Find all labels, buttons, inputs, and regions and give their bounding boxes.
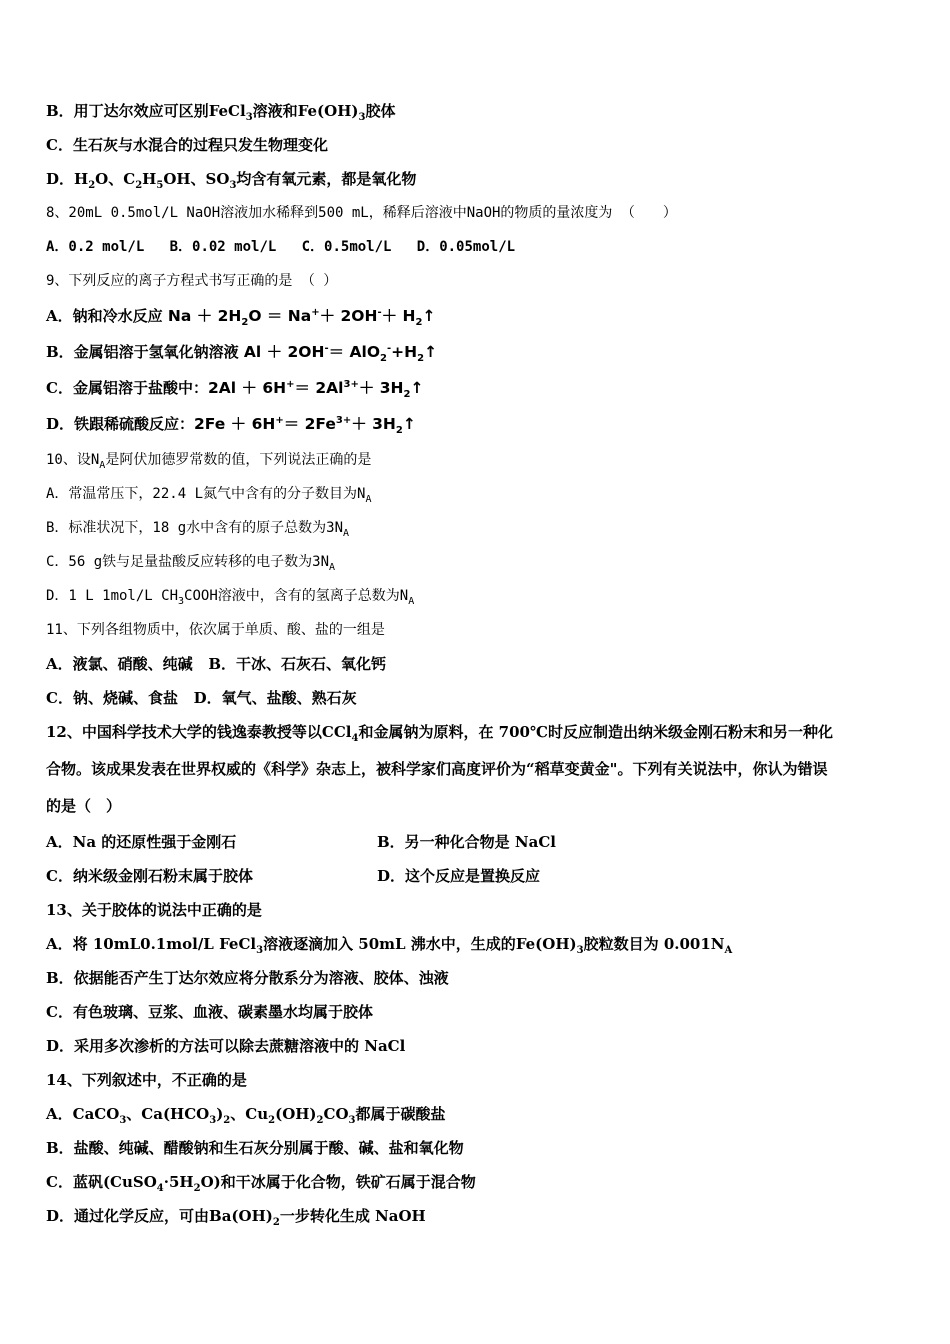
q9-option-b: B．金属铝溶于氢氧化钠溶液 $Al + 2OH^-= AlO_2^-+H_2↑$ [46,342,438,365]
q9-option-d: D．铁跟稀硫酸反应：$2Fe + 6H^+= 2Fe^{3+}+$ $3H_2↑$ [46,414,416,437]
q9-option-a: A．钠和冷水反应 $Na + 2H_2O = Na^++ 2OH^-+$ $H_2↑$ [46,306,436,329]
q13-option-a: A．将 10mL0.1mol/L FeCl$_3$溶液逐滴加入 50mL 沸水中，生成的$Fe(OH)_3$胶粒数目为 $0.001N_A$ [46,935,733,956]
q14-option-d: D．通过化学反应，可由$Ba(OH)_2$一步转化生成 NaOH [46,1207,426,1228]
q10-option-c: C．56 g铁与足量盐酸反应转移的电子数为$3N_A$ [46,554,336,573]
q11-stem: 11、下列各组物质中，依次属于单质、酸、盐的一组是 [46,622,385,638]
q12-stem-line2: 合物。该成果发表在世界权威的《科学》杂志上，被科学家们高度评价为“稻草变黄金"。下列有关说法中，你认为错误 [46,760,828,778]
q10-option-a: A．常温常压下，22.4 L氮气中含有的分子数目为$N_A$ [46,486,372,505]
q8-options: A．0.2 mol/L B．0.02 mol/L C．0.5mol/L D．0.05mol/L [46,239,516,255]
q10-option-d: D．1 L 1mol/L $CH_3COOH$溶液中，含有的氢离子总数为$N_A$ [46,588,415,607]
q13-option-d: D．采用多次渗析的方法可以除去蔗糖溶液中的 NaCl [46,1037,406,1055]
q14-option-b: B．盐酸、纯碱、醋酸钠和生石灰分别属于酸、碱、盐和氧化物 [46,1139,464,1157]
q7-option-c: C．生石灰与水混合的过程只发生物理变化 [46,136,328,154]
q7-option-d: D．$H_2O$、$C_2H_5OH$、$SO_3$均含有氧元素，都是氧化物 [46,170,417,191]
q14-stem: 14、下列叙述中，不正确的是 [46,1071,247,1089]
q9-stem: 9、下列反应的离子方程式书写正确的是 （ ） [46,273,338,289]
q13-option-c: C．有色玻璃、豆浆、血液、碳素墨水均属于胶体 [46,1003,373,1021]
q9-option-c: C．金属铝溶于盐酸中：$2Al + 6H^+= 2Al^{3+}+$ $3H_2↑$ [46,378,424,401]
q14-option-a: A．CaCO$_3$、$Ca(HCO_3)_2$、$Cu_2(OH)_2CO_3$都属于碳酸盐 [46,1105,446,1126]
q12-options-ab: A．Na 的还原性强于金刚石 B．另一种化合物是 NaCl [46,833,556,851]
q12-stem-line3: 的是（ ） [46,797,122,815]
q13-stem: 13、关于胶体的说法中正确的是 [46,901,262,919]
q11-options-ab: A．液氯、硝酸、纯碱 B．干冰、石灰石、氧化钙 [46,655,386,673]
q14-option-c: C．蓝矾$(CuSO_4\cdot 5H_2O)$和干冰属于化合物，铁矿石属于混合物 [46,1173,476,1194]
q12-stem-line1: 12、中国科学技术大学的钱逸泰教授等以CCl$_4$和金属钠为原料，在 700℃时反应制造出纳米级金刚石粉末和另一种化 [46,723,833,744]
q10-option-b: B．标准状况下，18 g水中含有的原子总数为$3N_A$ [46,520,350,539]
q8-stem: 8、20mL 0.5mol/L NaOH溶液加水稀释到500 mL，稀释后溶液中NaOH的物质的量浓度为 （ ） [46,205,677,221]
q10-stem: 10、设$N_A$是阿伏加德罗常数的值，下列说法正确的是 [46,452,372,471]
q12-options-cd: C．纳米级金刚石粉末属于胶体 D．这个反应是置换反应 [46,867,541,885]
q7-option-b: B．用丁达尔效应可区别FeCl$_3$溶液和$Fe(OH)_3$胶体 [46,102,396,123]
q13-option-b: B．依据能否产生丁达尔效应将分散系分为溶液、胶体、浊液 [46,969,449,987]
q11-options-cd: C．钠、烧碱、食盐 D．氧气、盐酸、熟石灰 [46,689,357,707]
